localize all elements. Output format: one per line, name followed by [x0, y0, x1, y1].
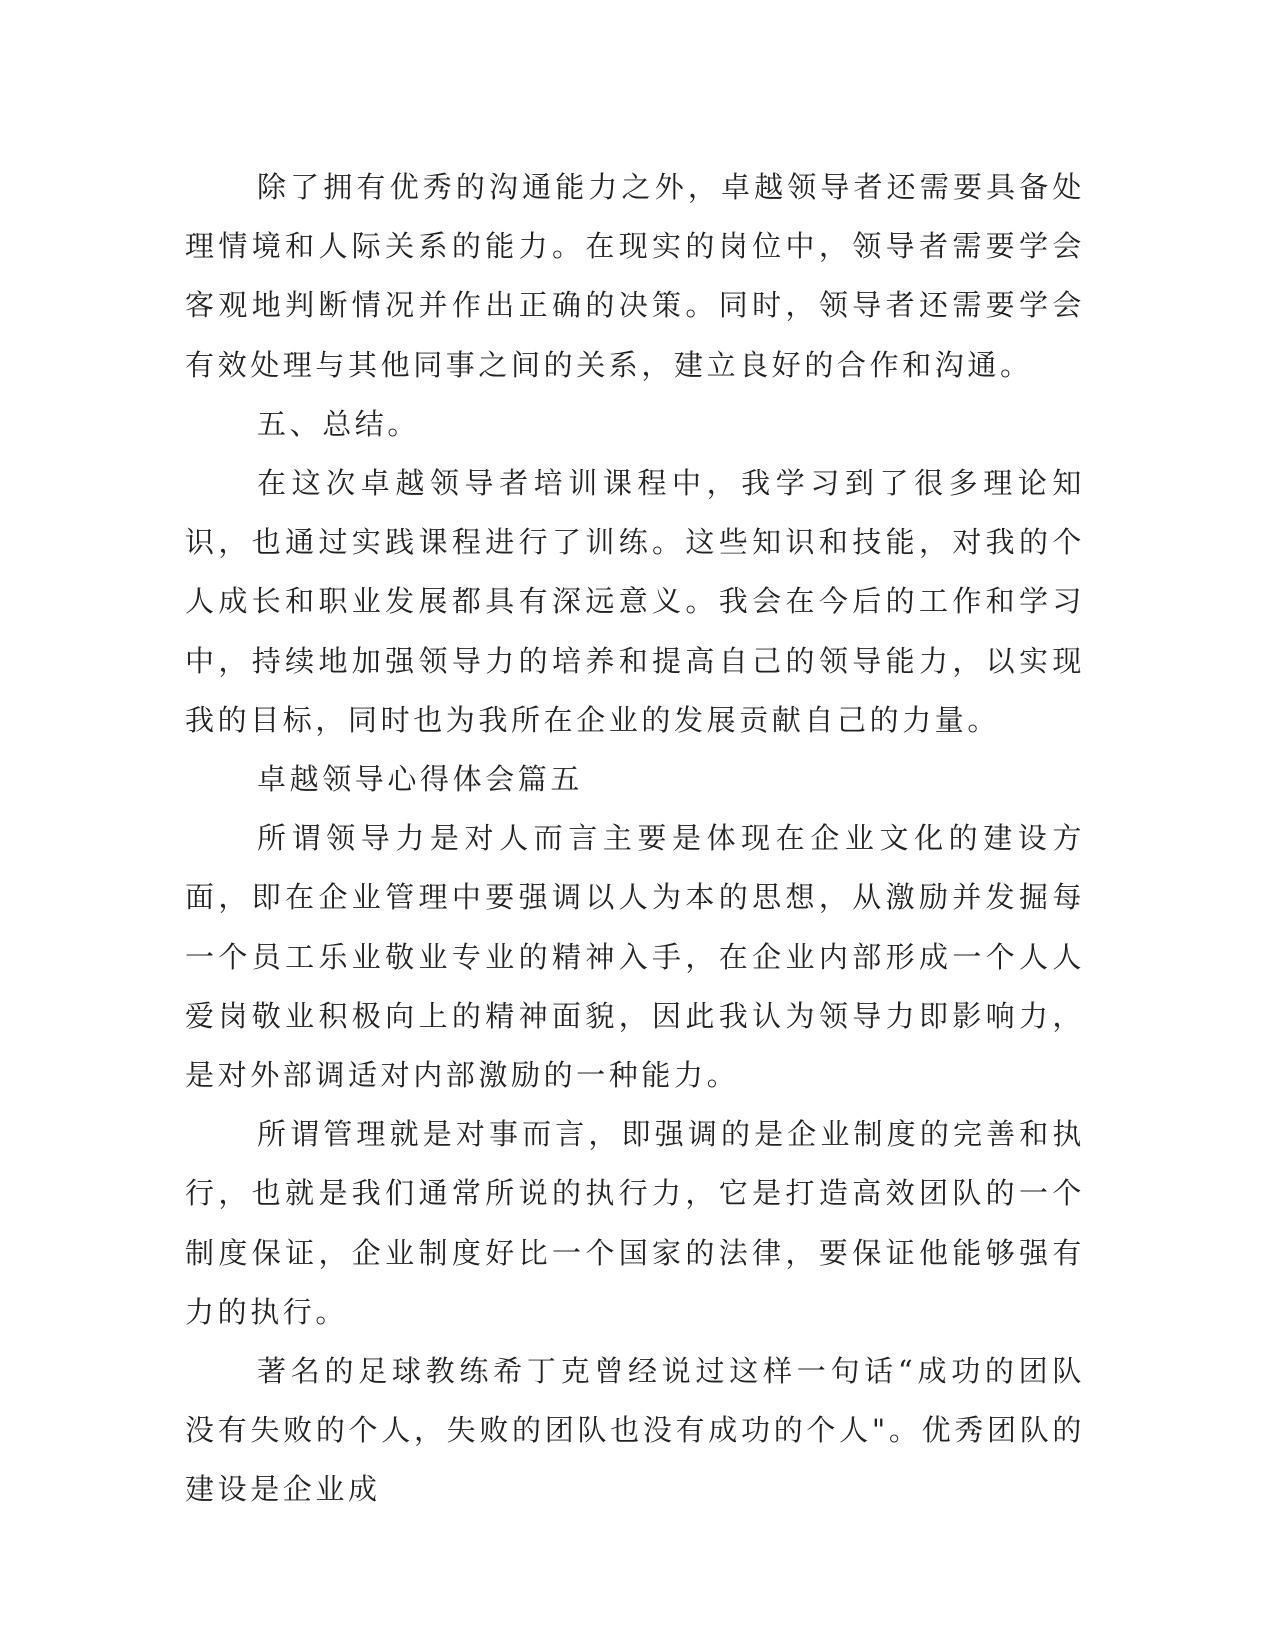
- section-heading-part-five: 卓越领导心得体会篇五: [257, 762, 584, 797]
- paragraph-management-definition: 所谓管理就是对事而言，即强调的是企业制度的完善和执行，也就是我们通常所说的执行力，它是打造高效团队的一个制度保证，企业制度好比一个国家的法律，要保证他能够强有力的执行。: [185, 1117, 1085, 1329]
- paragraph-leadership-skills: 除了拥有优秀的沟通能力之外，卓越领导者还需要具备处理情境和人际关系的能力。在现实的岗位中，领导者需要学会客观地判断情况并作出正确的决策。同时，领导者还需要学会有效处理与其他同事之间的关系，建立良好的合作和沟通。: [185, 170, 1085, 382]
- section-heading-summary: 五、总结。: [257, 406, 421, 441]
- document-body: [185, 158, 1085, 1520]
- paragraph-leadership-definition: 所谓领导力是对人而言主要是体现在企业文化的建设方面，即在企业管理中要强调以人为本的思想，从激励并发掘每一个员工乐业敬业专业的精神入手，在企业内部形成一个人人爱岗敬业积极向上的精神面貌，因此我认为领导力即影响力，是对外部调适对内部激励的一种能力。: [185, 821, 1085, 1093]
- paragraph-team-quote: 著名的足球教练希丁克曾经说过这样一句话“成功的团队没有失败的个人，失败的团队也没有成功的个人"。优秀团队的建设是企业成: [185, 1354, 1085, 1507]
- paragraph-training-summary: 在这次卓越领导者培训课程中，我学习到了很多理论知识，也通过实践课程进行了训练。这些知识和技能，对我的个人成长和职业发展都具有深远意义。我会在今后的工作和学习中，持续地加强领导力的培养和提高自己的领导能力，以实现我的目标，同时也为我所在企业的发展贡献自己的力量。: [185, 466, 1085, 737]
